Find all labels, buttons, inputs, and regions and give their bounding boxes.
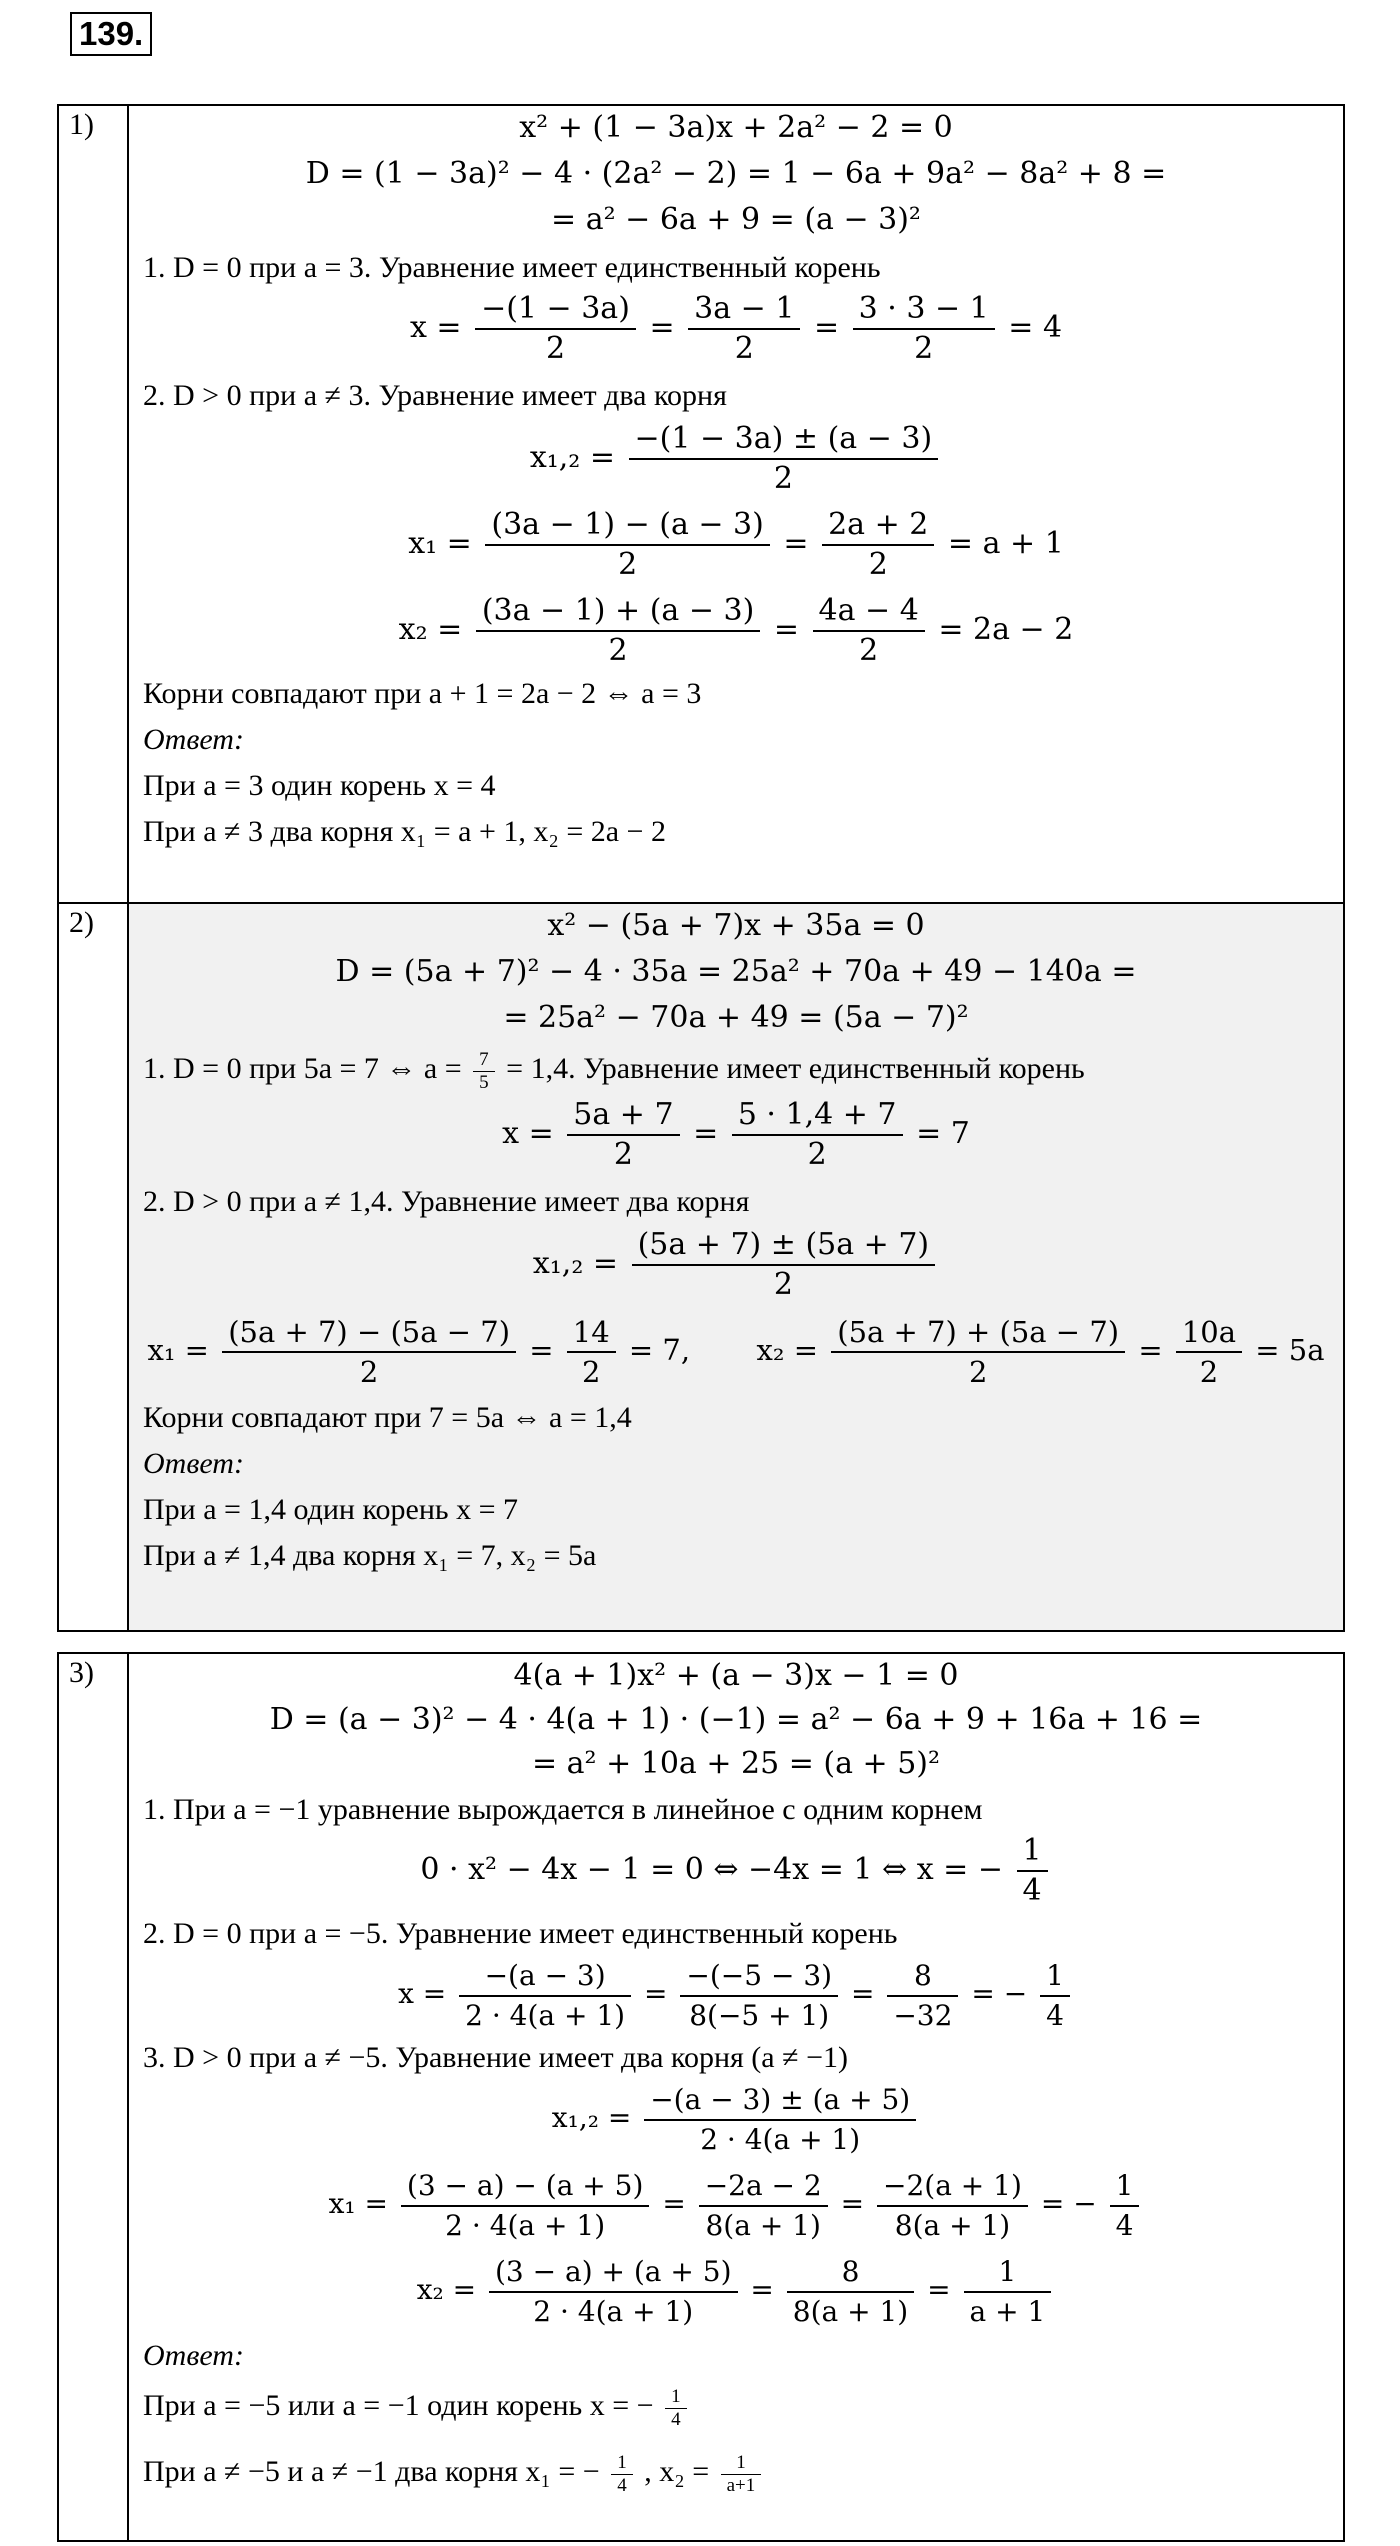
case-2-text: 2. D > 0 при a ≠ 3. Уравнение имеет два корня	[143, 379, 727, 412]
equation: x² + (1 − 3a)x + 2a² − 2 = 0	[519, 110, 953, 145]
case-1-text: 1. D = 0 при a = 3. Уравнение имеет единственный корень	[143, 251, 881, 284]
answer-line-1: При a = −5 или a = −1 один корень x = − $\frac{1}{4}$	[129, 2376, 1343, 2436]
case-2-text: 2. D = 0 при a = −5. Уравнение имеет единственный корень	[143, 1917, 898, 1950]
part-label: 3)	[69, 1656, 94, 1689]
single-root-formula: x = $\frac{5a + 7}{2}$ = $\frac{5 \cdot 1,4 + 7}{2}$ = 7	[502, 1097, 970, 1172]
solution-part-1	[57, 104, 1345, 904]
case-1-text: 1. D = 0 при 5a = 7 ⇔ a = $\frac{7}{5}$ = 1,4. Уравнение имеет единственный корень	[143, 1048, 1085, 1093]
roots-x1-x2: x₁ = $\frac{(5a + 7) - (5a - 7)}{2}$ = $\frac{14}{2}$ = 7, x₂ = $\frac{(5a + 7) + (5a - 7)}{2}$ = $\frac{10a}{2}$ = 5a	[147, 1315, 1325, 1389]
roots-formula: x₁,₂ = $\frac{-(a - 3) \pm (a + 5)}{2 \cdot 4(a + 1)}$	[129, 2078, 1343, 2159]
single-root-formula: x = $\frac{-(a - 3)}{2 \cdot 4(a + 1)}$ = $\frac{-(-5 - 3)}{8(-5 + 1)}$ = $\frac{8}{-32}$ = − $\frac{1}{4}$	[129, 1954, 1343, 2035]
part-content	[129, 904, 1343, 1630]
root-x2: x₂ = $\frac{(3a - 1) + (a - 3)}{2}$ = $\frac{4a - 4}{2}$ = 2a − 2	[398, 593, 1074, 668]
equation: 4(a + 1)x² + (a − 3)x − 1 = 0	[513, 1658, 959, 1693]
discriminant-line-1: D = (1 − 3a)² − 4 · (2a² − 2) = 1 − 6a + 9a² − 8a² + 8 =	[305, 156, 1167, 191]
equation: x² − (5a + 7)x + 35a = 0	[547, 908, 925, 943]
root-x1: x₁ = $\frac{(3 - a) - (a + 5)}{2 \cdot 4(a + 1)}$ = $\frac{-2a - 2}{8(a + 1)}$ = $\frac{-2(a + 1)}{8(a + 1)}$ = − $\frac{1}{4}$	[129, 2164, 1343, 2245]
part-content	[129, 106, 1343, 902]
part-label-cell	[59, 904, 129, 1630]
roots-formula: x₁,₂ = $\frac{(5a + 7) \pm (5a + 7)}{2}$	[129, 1224, 1343, 1304]
problem-number: 139.	[70, 12, 152, 56]
case-3-text: 3. D > 0 при a ≠ −5. Уравнение имеет два корня (a ≠ −1)	[143, 2041, 848, 2074]
single-root-formula: x = $\frac{-(1 - 3a)}{2}$ = $\frac{3a - 1}{2}$ = $\frac{3 \cdot 3 - 1}{2}$ = 4	[409, 291, 1063, 366]
answer-line-1: При a = 1,4 один корень x = 7	[143, 1493, 518, 1526]
answer-line-2: При a ≠ −5 и a ≠ −1 два корня x₁ = − $\frac{1}{4}$ , x₂ = $\frac{1}{a+1}$	[129, 2442, 1343, 2502]
solution-part-2	[57, 902, 1345, 1632]
linear-root-formula: 0 · x² − 4x − 1 = 0 ⇔ −4x = 1 ⇔ x = − $\frac{1}{4}$	[129, 1830, 1343, 1910]
part-label: 1)	[69, 108, 94, 141]
root-x2: x₂ = $\frac{(3 - a) + (a + 5)}{2 \cdot 4(a + 1)}$ = $\frac{8}{8(a + 1)}$ = $\frac{1}{a + 1}$	[129, 2250, 1343, 2331]
discriminant-line-1: D = (a − 3)² − 4 · 4(a + 1) · (−1) = a² − 6a + 9 + 16a + 16 =	[269, 1702, 1203, 1737]
part-content	[129, 1654, 1343, 2540]
coincidence-text: Корни совпадают при a + 1 = 2a − 2 ⇔ a = 3	[143, 677, 702, 710]
part-label: 2)	[69, 906, 94, 939]
answer-heading: Ответ:	[143, 723, 244, 756]
coincidence-text: Корни совпадают при 7 = 5a ⇔ a = 1,4	[143, 1401, 632, 1434]
answer-heading: Ответ:	[143, 1447, 244, 1480]
answer-line-2: При a ≠ 1,4 два корня x₁ = 7, x₂ = 5a	[143, 1539, 597, 1572]
answer-line-1: При a = 3 один корень x = 4	[143, 769, 496, 802]
case-2-text: 2. D > 0 при a ≠ 1,4. Уравнение имеет два корня	[143, 1185, 750, 1218]
root-x1: x₁ = $\frac{(3a - 1) - (a - 3)}{2}$ = $\frac{2a + 2}{2}$ = a + 1	[408, 507, 1064, 582]
discriminant-line-2: = 25a² − 70a + 49 = (5a − 7)²	[503, 1000, 969, 1035]
solution-part-3	[57, 1652, 1345, 2542]
part-label-cell	[59, 1654, 129, 2540]
answer-line-2: При a ≠ 3 два корня x₁ = a + 1, x₂ = 2a − 2	[143, 815, 666, 848]
answer-heading: Ответ:	[143, 2339, 244, 2372]
discriminant-line-2: = a² − 6a + 9 = (a − 3)²	[551, 202, 921, 237]
part-label-cell	[59, 106, 129, 902]
discriminant-line-1: D = (5a + 7)² − 4 · 35a = 25a² + 70a + 49 − 140a =	[335, 954, 1137, 989]
case-1-text: 1. При a = −1 уравнение вырождается в линейное с одним корнем	[143, 1793, 983, 1826]
roots-formula: x₁,₂ = $\frac{-(1 - 3a) \pm (a - 3)}{2}$	[129, 418, 1343, 498]
discriminant-line-2: = a² + 10a + 25 = (a + 5)²	[531, 1746, 941, 1781]
